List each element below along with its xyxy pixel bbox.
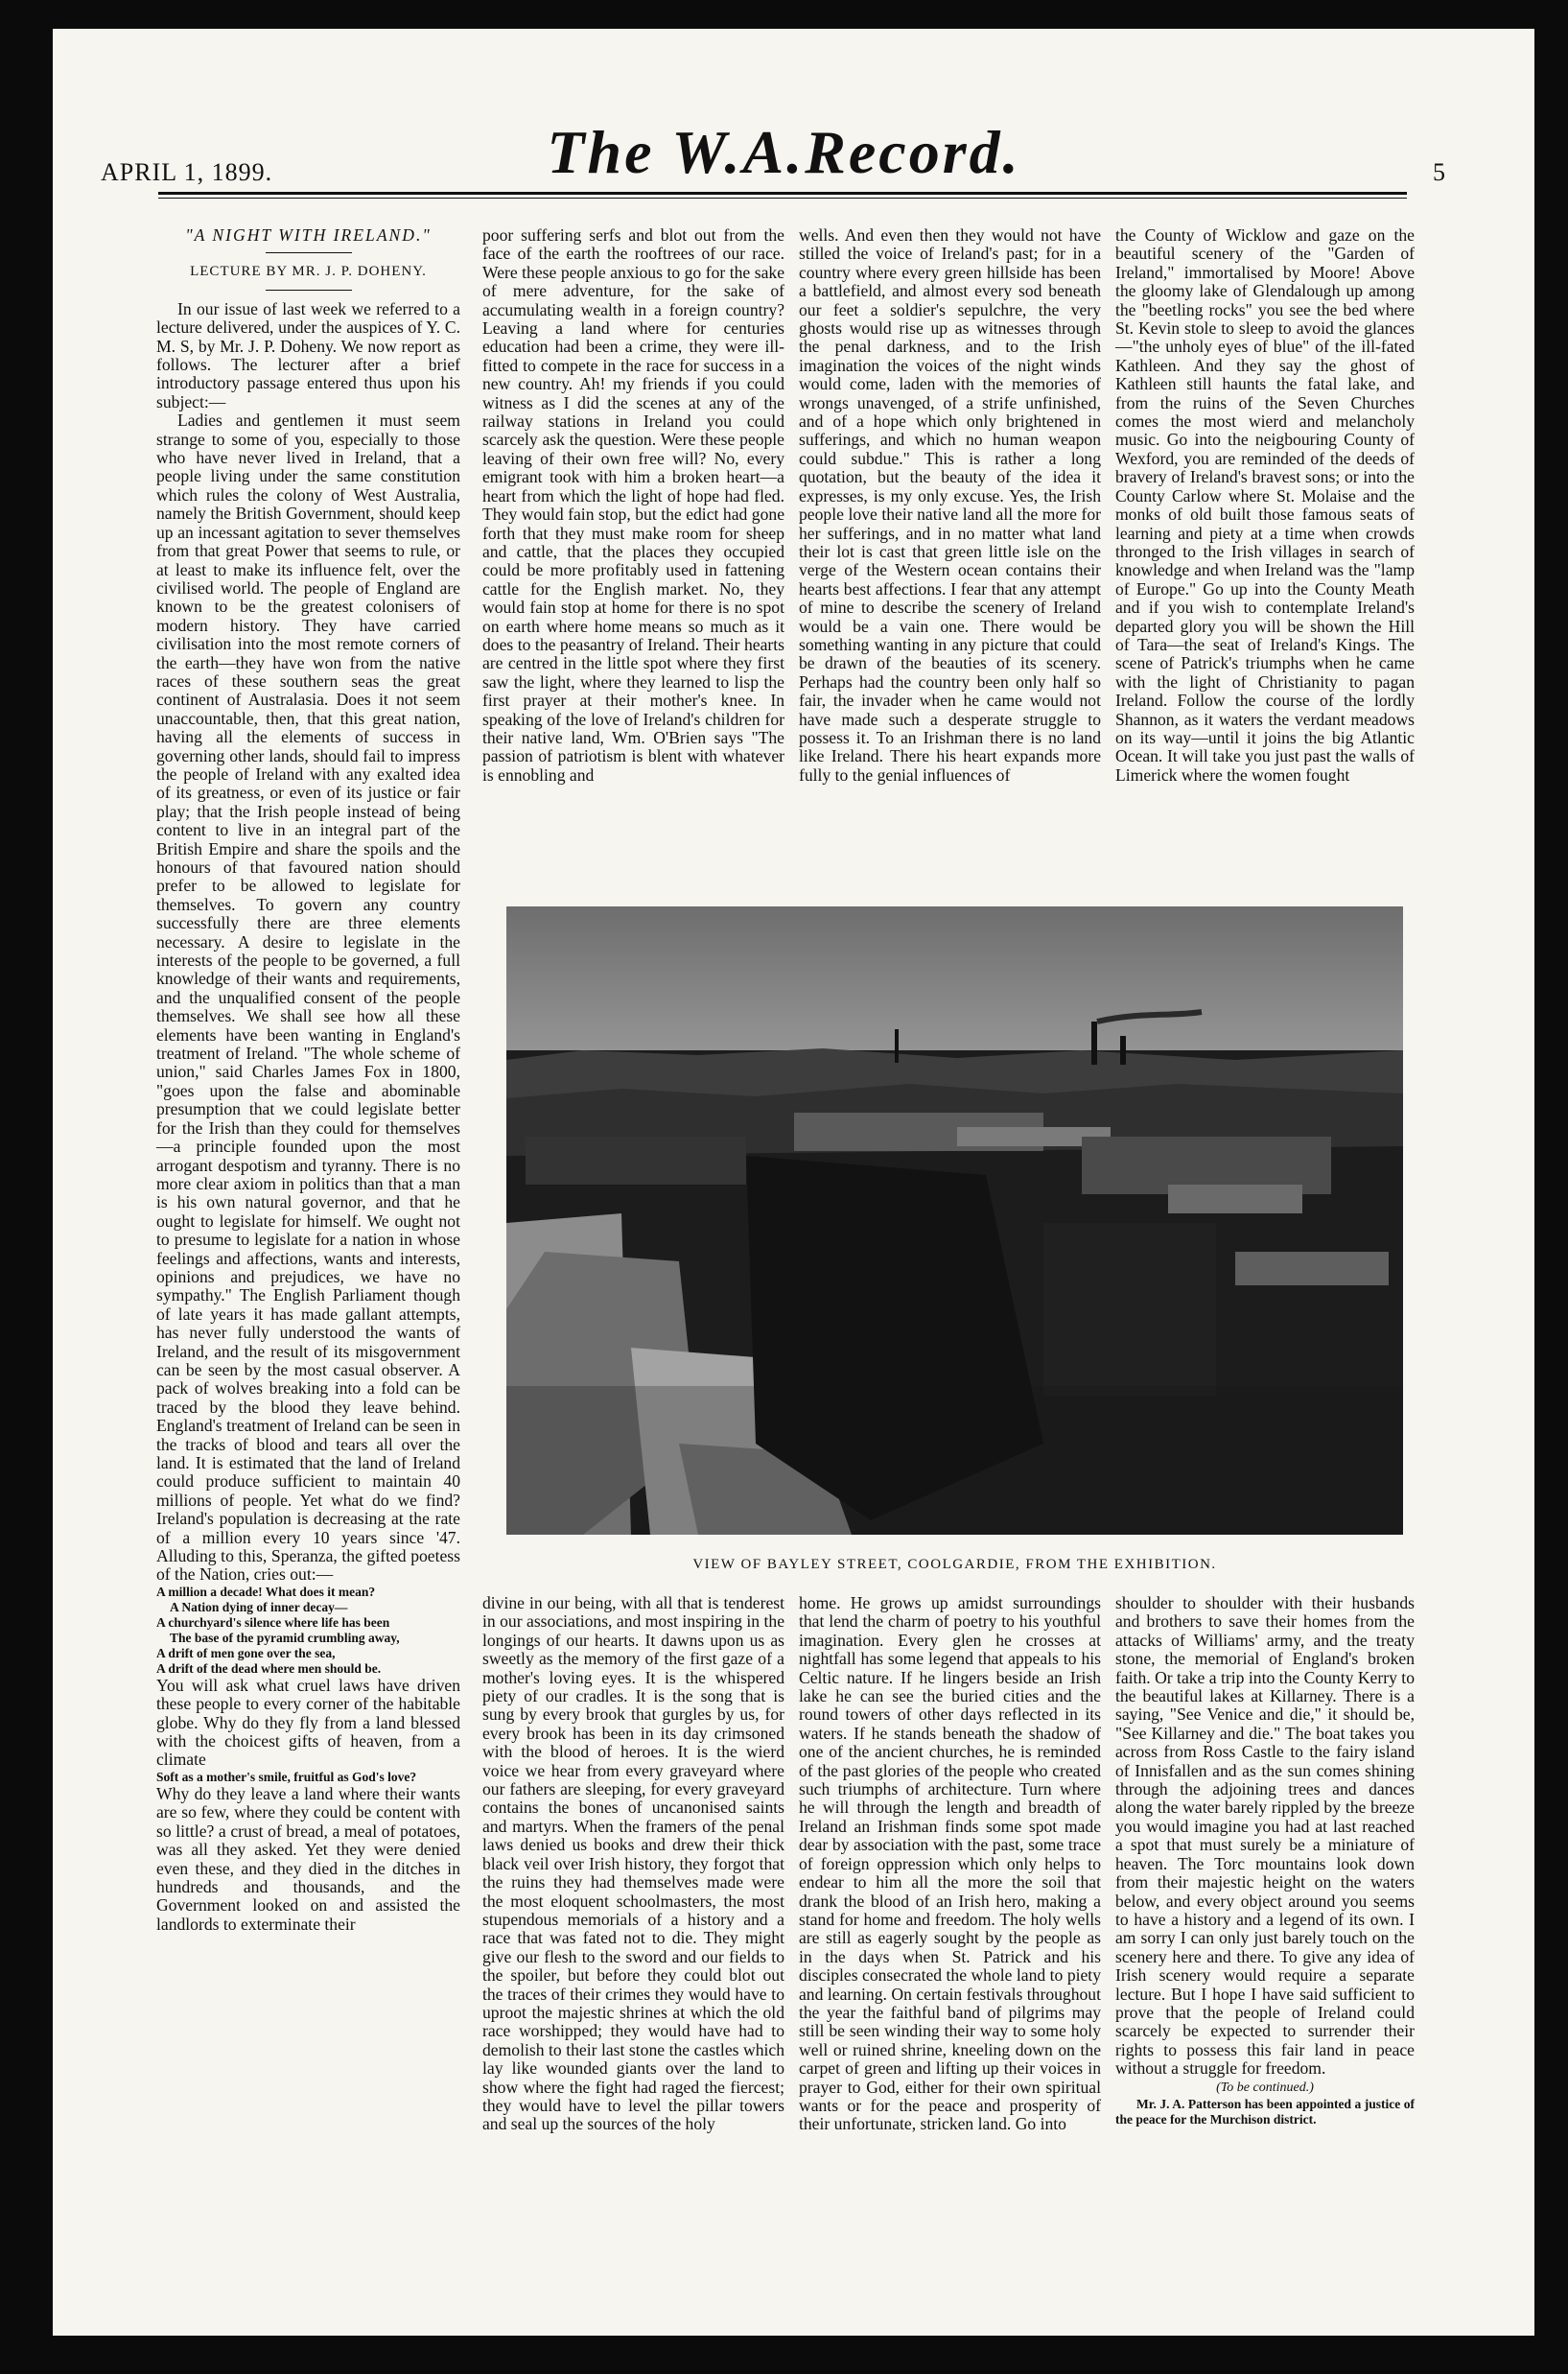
masthead-title: The W.A.Record.	[547, 118, 1021, 186]
article-subtitle: LECTURE BY MR. J. P. DOHENY.	[190, 264, 427, 280]
paragraph: home. He grows up amidst surroundings that lend the charm of poetry to his youthful imagination. Every glen he crosses at nightfall has some legend that appeals to his Celtic nature. If he lingers beside an Irish lake he can see the buried cities and the round towers of other days reflected in its waters. If he stands beneath the shadow of one of the ancient churches, he is reminded of the past glories of the people who created such triumphs of architecture. Turn where he will through the length and breadth of Ireland an Irishman finds some spot made dear by association with the past, some trace of foreign oppression which only helps to endear to him all the more the soil that drank the blood of an Irish hero, making a stand for home and freedom. The holy wells are still as eagerly sought by the people as in the days when St. Patrick and his disciples consecrated the whole land to piety and learning. On certain festivals throughout the year the faithful band of pilgrims may still be seen winding their way to some holy well or ruined shrine, kneeling down on the carpet of green and lifting up their voices in prayer to God, either for their own spiritual wants or for the peace and prosperity of their unfortunate, stricken land. Go into	[799, 1593, 1101, 2134]
column-3-bottom	[799, 1594, 1101, 2134]
header-rule	[158, 192, 1407, 195]
poem-line: A million a decade! What does it mean?	[156, 1584, 376, 1599]
paragraph: divine in our being, with all that is tenderest in our associations, and most inspiring in the longings of our hearts. It dawns upon us as sweetly as the memory of the first gaze of a mother's loving eyes. It is the whispered piety of our cradles. It is the song that is sung by every brook that gurgles by us, for every brook has been in its day crimsoned with the blood of heroes. It is the wierd voice we hear from every graveyard where our fathers are sleeping, for every graveyard contains the bones of uncanonised saints and martyrs. When the framers of the penal laws denied us books and drew their thick black veil over Irish history, they forgot that the ruins they had themselves made were the most eloquent schoolmasters, the most stupendous memorials of a history and a race that was fated not to die. They might give our flesh to the sword and our fields to the spoiler, but before they could blot out the traces of their crimes they would have to uproot the majestic shrines at which the old race worshipped; they would have had to demolish to their last stone the castles which lay like wounded giants over the land to show where the fight had raged the fiercest; they would have to level the pillar towers and seal up the sources of the holy	[482, 1593, 784, 2134]
paragraph: Why do they leave a land where their wants are so few, where they could be content with so little? a crust of bread, a meal of potatoes, was all they asked. Yet they were denied even these, and they died in the ditches in hundreds and thousands, and the Government looked on and assisted the landlords to exterminate their	[156, 1783, 460, 1934]
poem-line: A drift of the dead where men should be.	[156, 1660, 382, 1676]
paragraph: poor suffering serfs and blot out from the face of the earth the rooftrees of our race. Were these people anxious to go for the sake of mere adventure, for the sake of accumulating wealth in a foreign country? Leaving a land where for centuries education had been a crime, they were ill-fitted to compete in the race for success in a new country. Ah! my friends if you could witness as I did the scenes at any of the railway stations in Ireland you could scarcely ask the question. Were these people leaving of their own free will? No, every emigrant took with him a broken heart—a heart from which the light of hope had fled. They would fain stop, but the edict had gone forth that they must make room for sheep and cattle, that the places they occupied could be more profitably used in fattening cattle for the English market. No, they would fain stop at home for there is no spot on earth where home means so much as it does to the peasantry of Ireland. Their hearts are centred in the little spot where they first saw the light, where they learned to lisp the first prayer at their mother's knee. In speaking of the love of Ireland's children for their native land, Wm. O'Brien says "The passion of patriotism is blent with whatever is ennobling and	[482, 225, 784, 785]
column-2-bottom	[482, 1594, 784, 2134]
article-title: "A NIGHT WITH IRELAND."	[185, 225, 432, 245]
paragraph: Ladies and gentlemen it must seem strange to some of you, especially to those who have never lived in Ireland, that a people living under the same constitution which rules the colony of West Australia, namely the British Government, should keep up an incessant agitation to sever themselves from that great Power that seems to rule, or at least to make its influence felt, over the civilised world. The people of England are known to be the greatest colonisers of modern history. They have carried civilisation into the most remote corners of the earth—they have won from the native races of these southern seas the great continent of Australasia. Does it not seem unaccountable, then, that this great nation, having all the elements of success in governing other lands, should fail to impress the people of Ireland with any exalted idea of its greatness, or even of its justice or fair play; that the Irish people instead of being content to live in an integral part of the British Empire and share the spoils and the honours of that favoured nation should prefer to be allowed to legislate for themselves. To govern any country successfully there are three elements necessary. A desire to legislate in the interests of the people to be governed, a full knowledge of their wants and requirements, and the unqualified consent of the people themselves. We shall see how all these elements have been wanting in England's treatment of Ireland. "The whole scheme of union," said Charles James Fox in 1800, "goes upon the false and abominable presumption that we could legislate better for the Irish than they could for themselves—a principle founded upon the most arrogant despotism and tyranny. There is no more clear axiom in politics than that a man is his own natural governor, and that he ought to legislate for himself. We ought not to presume to legislate for a nation in whose feelings and affections, wants and interests, opinions and prejudices, we have no sympathy." The English Parliament though of late years it has made gallant attempts, has never fully understood the wants of Ireland, and the result of its misgovernment can be seen by the most casual observer. A pack of wolves breaking into a fold can be traced by the blood they leave behind. England's treatment of Ireland can be seen in the tracks of blood and tears all over the land. It is estimated that the land of Ireland could produce sufficient to maintain 40 millions of people. Yet what do we find? Ireland's population is decreasing at the rate of a million every 10 years since '47. Alluding to this, Speranza, the gifted poetess of the Nation, cries out:—	[156, 411, 460, 1585]
column-4-bottom	[1115, 1594, 1415, 2127]
poem-line: A churchyard's silence where life has been	[156, 1614, 390, 1630]
paragraph: the County of Wicklow and gaze on the beautiful scenery of the "Garden of Ireland," immortalised by Moore! Above the gloomy lake of Glendalough up among the "beetling rocks" you see the bed where St. Kevin stole to sleep to avoid the glances—"the unholy eyes of blue" of the ill-fated Kathleen. And they say the ghost of Kathleen still haunts the fatal lake, and from the ruins of the Seven Churches comes the most wierd and melancholy music. Go into the neigbouring County of Wexford, you are reminded of the deeds of bravery of Ireland's bravest sons; or into the County Carlow where St. Molaise and the monks of old built those famous seats of learning and piety at a time when crowds thronged to the Irish villages in search of knowledge and when Ireland was the "lamp of Europe." Go up into the County Meath and if you wish to contemplate Ireland's departed glory you will be shown the Hill of Tara—the seat of Ireland's Kings. The scene of Patrick's triumphs when he came with the light of Christianity to pagan Ireland. Follow the course of the lordly Shannon, as it waters the verdant meadows on its way—until it joins the big Atlantic Ocean. It will take you just past the walls of Limerick where the women fought	[1115, 225, 1415, 785]
column-3-top	[799, 226, 1101, 785]
street-photo-image	[506, 906, 1403, 1535]
subtitle-rule	[266, 290, 352, 291]
poem-line: A Nation dying of inner decay—	[170, 1599, 348, 1614]
paragraph: You will ask what cruel laws have driven these people to every corner of the habitable globe. Why do they fly from a land blessed with the choicest gifts of heaven, from a climate	[156, 1675, 460, 1770]
street-photograph	[506, 906, 1403, 1535]
column-2-top	[482, 226, 784, 785]
column-1	[156, 226, 460, 1934]
paragraph: shoulder to shoulder with their husbands and brothers to save their homes from the attacks of Williams' army, and the treaty stone, the memorial of England's broken faith. Or take a trip into the County Kerry to the beautiful lakes at Killarney. There is a saying, "See Venice and die," it should be, "See Killarney and die." The boat takes you across from Ross Castle to the fairy island of Innisfallen and as the sun comes shining through the adjoining trees and dances along the water barely rippled by the breeze you would imagine you had at last reached a spot that must surely be a miniature of heaven. The Torc mountains look down from their majestic height on the waters below, and every object around you seems to have a history and a legend of its own. I am sorry I can only just barely touch on the scenery here and there. To give any idea of Irish scenery would require a separate lecture. But I hope I have said sufficient to prove that the people of Ireland could scarcely be expected to surrender their rights to possess this fair land in peace without a struggle for freedom.	[1115, 1593, 1415, 2079]
to-be-continued: (To be continued.)	[1216, 2080, 1314, 2095]
poem-verse: Soft as a mother's smile, fruitful as God's love?	[156, 1769, 417, 1784]
header-rule-thin	[158, 198, 1407, 199]
title-rule	[266, 252, 352, 253]
column-4-top	[1115, 226, 1415, 785]
poem-line: The base of the pyramid crumbling away,	[170, 1630, 400, 1645]
page-number: 5	[1433, 158, 1445, 186]
photo-caption: VIEW OF BAYLEY STREET, COOLGARDIE, FROM THE EXHIBITION.	[692, 1557, 1217, 1572]
poem-verse	[156, 1585, 460, 1677]
paragraph: In our issue of last week we referred to a lecture delivered, under the auspices of Y. C. M. S, by Mr. J. P. Doheny. We now report as follows. The lecturer after a brief introductory passage entered thus upon his subject:—	[156, 298, 460, 411]
paragraph: wells. And even then they would not have stilled the voice of Ireland's past; for in a country where every green hillside has been a battlefield, and almost every sod beneath our feet a soldier's sepulchre, the very ghosts would rise up as witnesses through the penal darkness, and to the Irish imagination the voices of the night winds would come, laden with the memories of wrongs unavenged, of a strife unfinished, and of a hope which only brightened in sufferings, and which no human weapon could subdue." This is rather a long quotation, but the beauty of the idea it expresses, is my only excuse. Yes, the Irish people love their native land all the more for her sufferings, and in no matter what land their lot is cast that green little isle on the verge of the Western ocean contains their hearts best affections. I fear that any attempt of mine to describe the scenery of Ireland would be a vain one. There would be something wanting in any picture that could be drawn of the beauties of its scenery. Perhaps had the country been only half so fair, the invader when he came would not have made such a desperate struggle to possess it. To an Irishman there is no land like Ireland. There his heart expands more fully to the genial influences of	[799, 225, 1101, 785]
poem-line: A drift of men gone over the sea,	[156, 1645, 336, 1660]
issue-date: APRIL 1, 1899.	[101, 158, 273, 186]
news-notice: Mr. J. A. Patterson has been appointed a justice of the peace for the Murchison district.	[1115, 2096, 1415, 2127]
